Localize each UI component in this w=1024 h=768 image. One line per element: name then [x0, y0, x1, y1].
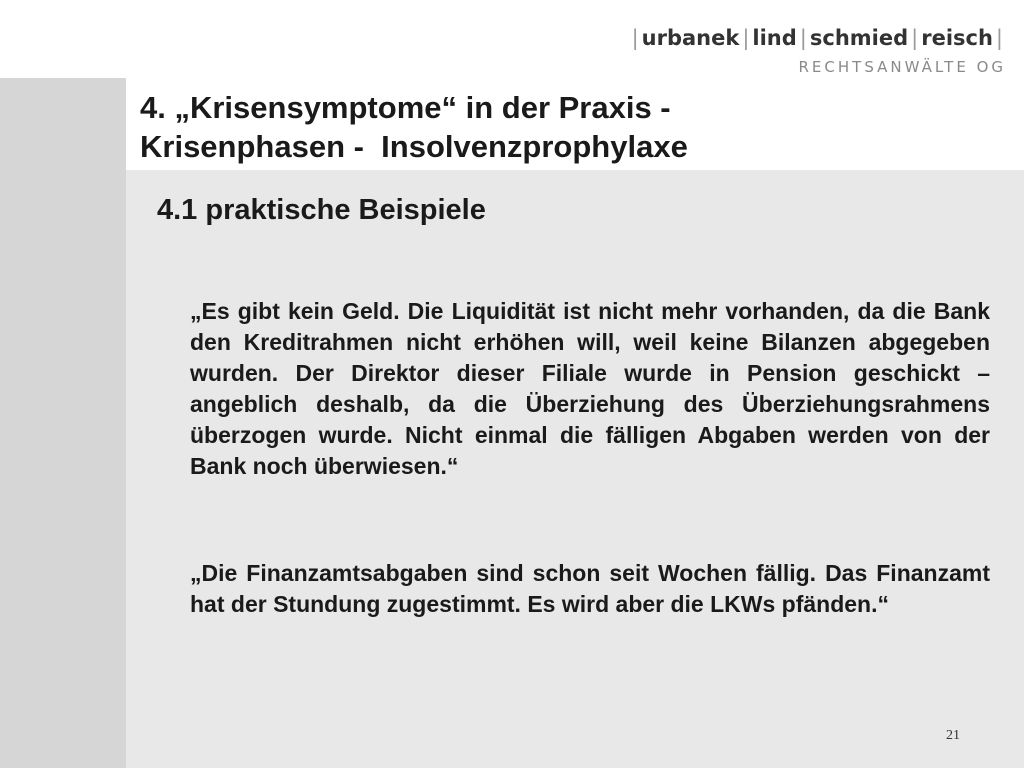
logo-separator: | — [631, 26, 639, 50]
quote-paragraph-1: „Es gibt kein Geld. Die Liquidität ist nicht mehr vorhanden, da die Bank den Kreditrahmen nicht erhöhen will, weil keine Bilanzen abgegeben wurden. Der Direktor dieser Filiale wurde in Pension geschickt – angeblich deshalb, da die Überziehung des Überziehungsrahmens überzogen wurde. Nicht einmal die fälligen Abgaben werden von der Bank noch überwiesen.“ — [190, 298, 990, 479]
logo-separator: | — [742, 26, 750, 50]
logo-name-lind: lind — [752, 26, 797, 50]
logo-separator: | — [911, 26, 919, 50]
logo-name-schmied: schmied — [809, 26, 909, 50]
logo-name-urbanek: urbanek — [641, 26, 740, 50]
left-decorative-strip — [0, 78, 126, 768]
logo-name-reisch: reisch — [921, 26, 993, 50]
slide-title-line-2: Krisenphasen - Insolvenzprophylaxe — [140, 129, 688, 164]
logo-separator: | — [995, 26, 1003, 50]
slide-title — [140, 88, 860, 166]
firm-logo-subtitle: RECHTSANWÄLTE OG — [798, 58, 1006, 76]
quote-paragraph-2: „Die Finanzamtsabgaben sind schon seit Wochen fällig. Das Finanzamt hat der Stundung zugestimmt. Es wird aber die LKWs pfänden.“ — [190, 560, 990, 617]
firm-logo — [629, 26, 1006, 76]
firm-logo-names — [629, 26, 1006, 50]
page-number: 21 — [946, 728, 960, 743]
slide-title-line-1: 4. „Krisensymptome“ in der Praxis - — [140, 90, 671, 125]
section-subtitle: 4.1 praktische Beispiele — [157, 194, 486, 226]
logo-separator: | — [799, 26, 807, 50]
